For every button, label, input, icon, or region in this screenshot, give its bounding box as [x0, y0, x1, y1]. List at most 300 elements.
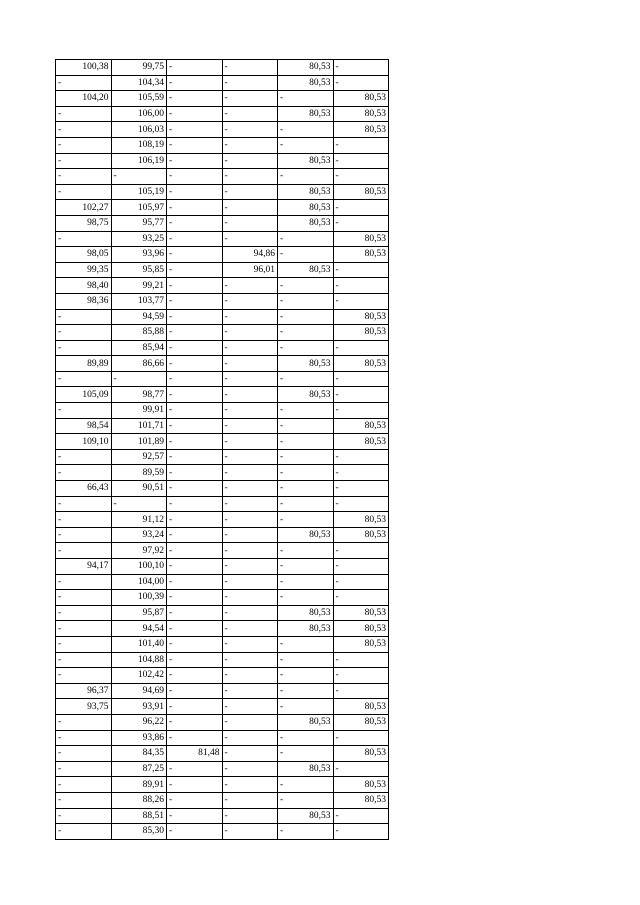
table-cell: 80,53 [278, 60, 334, 76]
table-cell: 100,10 [111, 559, 167, 575]
table-cell: - [167, 137, 223, 153]
table-row [56, 746, 389, 762]
table-row [56, 465, 389, 481]
table-row [56, 325, 389, 341]
table-row [56, 75, 389, 91]
table-cell: - [167, 106, 223, 122]
table-row [56, 278, 389, 294]
table-cell: - [222, 403, 278, 419]
table-cell: - [167, 605, 223, 621]
table-cell: - [167, 184, 223, 200]
table-cell: - [167, 278, 223, 294]
table-cell: 80,53 [333, 777, 389, 793]
table-cell: - [222, 356, 278, 372]
table-cell: - [278, 418, 334, 434]
table-cell: - [222, 792, 278, 808]
table-cell: - [56, 746, 112, 762]
table-cell: - [167, 574, 223, 590]
table-cell: - [222, 668, 278, 684]
table-cell: - [222, 293, 278, 309]
table-cell: 80,53 [278, 808, 334, 824]
table-cell: - [333, 808, 389, 824]
table-cell: - [222, 184, 278, 200]
table-cell: - [167, 824, 223, 840]
table-cell: 80,53 [333, 636, 389, 652]
table-cell: - [222, 137, 278, 153]
table-row [56, 449, 389, 465]
table-cell: 102,27 [56, 200, 112, 216]
table-cell: - [56, 340, 112, 356]
table-cell: - [333, 387, 389, 403]
table-cell: - [167, 403, 223, 419]
table-cell: - [167, 559, 223, 575]
table-cell: 105,97 [111, 200, 167, 216]
table-cell: - [222, 215, 278, 231]
table-cell: - [167, 418, 223, 434]
table-cell: - [222, 636, 278, 652]
table-cell: 85,88 [111, 325, 167, 341]
table-cell: 80,53 [333, 309, 389, 325]
table-cell: - [278, 730, 334, 746]
table-row [56, 714, 389, 730]
table-cell: - [278, 278, 334, 294]
table-cell: - [278, 449, 334, 465]
table-cell: - [56, 808, 112, 824]
table-cell: 80,53 [333, 325, 389, 341]
table-cell: - [167, 730, 223, 746]
table-row [56, 418, 389, 434]
table-row [56, 699, 389, 715]
table-cell: - [167, 527, 223, 543]
table-cell: - [278, 122, 334, 138]
table-row [56, 792, 389, 808]
table-cell: - [333, 60, 389, 76]
table-cell: - [56, 543, 112, 559]
table-cell: - [56, 605, 112, 621]
table-cell: 105,19 [111, 184, 167, 200]
table-cell: 80,53 [278, 153, 334, 169]
table-cell: 94,86 [222, 247, 278, 263]
table-cell: - [167, 309, 223, 325]
table-row [56, 683, 389, 699]
table-row [56, 60, 389, 76]
table-cell: - [56, 636, 112, 652]
table-cell: - [167, 714, 223, 730]
table-row [56, 231, 389, 247]
table-cell: 80,53 [278, 714, 334, 730]
table-row [56, 371, 389, 387]
table-cell: 93,75 [56, 699, 112, 715]
table-cell: - [222, 200, 278, 216]
table-cell: - [278, 652, 334, 668]
table-row [56, 824, 389, 840]
table-cell: - [333, 465, 389, 481]
table-cell: - [278, 481, 334, 497]
table-row [56, 652, 389, 668]
table-cell: - [333, 449, 389, 465]
table-cell: - [167, 60, 223, 76]
table-cell: - [333, 262, 389, 278]
table-cell: - [222, 465, 278, 481]
table-cell: 87,25 [111, 761, 167, 777]
table-cell: 95,87 [111, 605, 167, 621]
table-cell: - [167, 792, 223, 808]
table-cell: - [167, 356, 223, 372]
table-cell: - [278, 668, 334, 684]
table-cell: - [333, 371, 389, 387]
table-cell: - [56, 761, 112, 777]
table-cell: 80,53 [333, 122, 389, 138]
table-cell: 102,42 [111, 668, 167, 684]
table-cell: - [278, 543, 334, 559]
table-cell: - [167, 761, 223, 777]
table-cell: - [278, 746, 334, 762]
table-row [56, 481, 389, 497]
table-cell: - [278, 699, 334, 715]
table-cell: - [167, 683, 223, 699]
table-cell: 95,77 [111, 215, 167, 231]
table-cell: - [278, 512, 334, 528]
table-cell: - [56, 527, 112, 543]
table-cell: 88,26 [111, 792, 167, 808]
table-cell: 101,71 [111, 418, 167, 434]
table-cell: - [333, 278, 389, 294]
table-cell: 80,53 [333, 746, 389, 762]
table-cell: - [56, 590, 112, 606]
table-cell: - [222, 371, 278, 387]
table-cell: 94,69 [111, 683, 167, 699]
table-cell: 80,53 [278, 527, 334, 543]
table-cell: - [333, 668, 389, 684]
table-cell: - [167, 496, 223, 512]
table-cell: - [278, 325, 334, 341]
table-cell: 80,53 [278, 106, 334, 122]
table-cell: - [333, 340, 389, 356]
table-cell: 91,12 [111, 512, 167, 528]
table-cell: - [333, 481, 389, 497]
table-row [56, 574, 389, 590]
table-cell: - [333, 169, 389, 185]
table-cell: - [278, 559, 334, 575]
table-cell: 95,85 [111, 262, 167, 278]
table-cell: - [333, 543, 389, 559]
table-cell: - [333, 590, 389, 606]
table-cell: - [167, 777, 223, 793]
table-cell: - [222, 559, 278, 575]
table-cell: 90,51 [111, 481, 167, 497]
table-cell: - [222, 153, 278, 169]
table-cell: - [56, 231, 112, 247]
table-cell: - [56, 621, 112, 637]
table-cell: - [333, 403, 389, 419]
table-cell: - [222, 91, 278, 107]
table-cell: 80,53 [333, 792, 389, 808]
table-row [56, 262, 389, 278]
table-row [56, 605, 389, 621]
table-cell: - [222, 309, 278, 325]
table-cell: - [278, 434, 334, 450]
table-cell: - [333, 574, 389, 590]
table-cell: 101,89 [111, 434, 167, 450]
table-cell: - [56, 371, 112, 387]
table-cell: 99,91 [111, 403, 167, 419]
table-row [56, 668, 389, 684]
table-row [56, 434, 389, 450]
table-cell: 96,22 [111, 714, 167, 730]
table-cell: - [167, 590, 223, 606]
table-cell: - [56, 730, 112, 746]
table-cell: - [333, 683, 389, 699]
table-cell: - [111, 169, 167, 185]
table-cell: - [167, 371, 223, 387]
table-cell: - [56, 777, 112, 793]
table-row [56, 403, 389, 419]
table-cell: - [167, 434, 223, 450]
table-row [56, 777, 389, 793]
table-cell: - [333, 215, 389, 231]
table-row [56, 761, 389, 777]
table-cell: 108,19 [111, 137, 167, 153]
table-cell: - [167, 699, 223, 715]
table-cell: - [333, 559, 389, 575]
table-row [56, 153, 389, 169]
table-cell: - [56, 496, 112, 512]
table-cell: - [278, 496, 334, 512]
table-cell: - [56, 403, 112, 419]
table-cell: - [222, 434, 278, 450]
table-cell: 80,53 [333, 714, 389, 730]
table-cell: - [167, 91, 223, 107]
table-cell: - [167, 231, 223, 247]
table-cell: - [278, 792, 334, 808]
table-cell: 80,53 [278, 262, 334, 278]
table-cell: 104,20 [56, 91, 112, 107]
table-cell: - [222, 543, 278, 559]
table-cell: 85,94 [111, 340, 167, 356]
table-cell: 80,53 [333, 699, 389, 715]
table-row [56, 200, 389, 216]
table-cell: 80,53 [278, 387, 334, 403]
table-cell: - [222, 652, 278, 668]
table-cell: 80,53 [333, 605, 389, 621]
table-cell: - [278, 777, 334, 793]
table-cell: 89,59 [111, 465, 167, 481]
table-cell: - [278, 91, 334, 107]
table-cell: - [222, 683, 278, 699]
table-cell: - [333, 761, 389, 777]
table-cell: 80,53 [333, 621, 389, 637]
table-cell: - [278, 231, 334, 247]
table-row [56, 730, 389, 746]
table-row [56, 356, 389, 372]
table-cell: - [222, 60, 278, 76]
table-cell: - [278, 574, 334, 590]
table-cell: - [56, 652, 112, 668]
table-cell: 66,43 [56, 481, 112, 497]
table-row [56, 215, 389, 231]
table-cell: - [222, 761, 278, 777]
table-cell: 106,19 [111, 153, 167, 169]
table-cell: - [111, 371, 167, 387]
table-cell: 88,51 [111, 808, 167, 824]
table-cell: - [222, 278, 278, 294]
table-cell: 101,40 [111, 636, 167, 652]
table-cell: - [56, 106, 112, 122]
table-cell: - [56, 325, 112, 341]
table-cell: - [222, 325, 278, 341]
table-cell: - [167, 465, 223, 481]
table-cell: 105,09 [56, 387, 112, 403]
table-cell: 80,53 [278, 761, 334, 777]
table-cell: 93,86 [111, 730, 167, 746]
table-cell: - [167, 293, 223, 309]
table-cell: 80,53 [333, 91, 389, 107]
table-cell: - [222, 75, 278, 91]
table-row [56, 293, 389, 309]
table-cell: - [222, 418, 278, 434]
table-cell: - [222, 512, 278, 528]
table-cell: - [56, 75, 112, 91]
table-cell: - [222, 621, 278, 637]
table-cell: - [333, 75, 389, 91]
table-row [56, 512, 389, 528]
table-cell: - [222, 106, 278, 122]
table-cell: - [222, 730, 278, 746]
table-cell: - [167, 325, 223, 341]
table-row [56, 247, 389, 263]
table-cell: - [167, 652, 223, 668]
table-cell: - [222, 574, 278, 590]
table-cell: 80,53 [333, 418, 389, 434]
table-cell: - [278, 309, 334, 325]
table-cell: - [278, 403, 334, 419]
table-cell: - [333, 200, 389, 216]
table-cell: - [56, 137, 112, 153]
table-row [56, 387, 389, 403]
table-cell: - [167, 387, 223, 403]
table-row [56, 106, 389, 122]
table-row [56, 137, 389, 153]
table-cell: - [167, 481, 223, 497]
table-cell: 80,53 [333, 231, 389, 247]
table-cell: - [167, 262, 223, 278]
table-cell: - [56, 169, 112, 185]
table-cell: 86,66 [111, 356, 167, 372]
table-cell: 80,53 [333, 434, 389, 450]
table-cell: 80,53 [333, 184, 389, 200]
table-cell: 80,53 [278, 215, 334, 231]
table-row [56, 91, 389, 107]
table-cell: - [111, 496, 167, 512]
table-cell: - [222, 808, 278, 824]
table-cell: - [333, 153, 389, 169]
table-cell: 100,39 [111, 590, 167, 606]
table-cell: - [278, 465, 334, 481]
table-cell: - [222, 169, 278, 185]
table-cell: 93,25 [111, 231, 167, 247]
table-cell: 80,53 [278, 621, 334, 637]
table-row [56, 590, 389, 606]
table-cell: - [333, 137, 389, 153]
table-cell: 96,37 [56, 683, 112, 699]
table-cell: - [278, 137, 334, 153]
table-row [56, 621, 389, 637]
table-cell: - [278, 293, 334, 309]
table-cell: 100,38 [56, 60, 112, 76]
table-row [56, 340, 389, 356]
table-cell: - [278, 636, 334, 652]
table-cell: 80,53 [278, 184, 334, 200]
table-cell: - [167, 169, 223, 185]
table-cell: - [333, 730, 389, 746]
table-cell: - [278, 683, 334, 699]
table-cell: 106,03 [111, 122, 167, 138]
table-cell: - [278, 340, 334, 356]
table-cell: 96,01 [222, 262, 278, 278]
table-cell: 80,53 [278, 605, 334, 621]
table-cell: 80,53 [278, 356, 334, 372]
table-cell: 98,40 [56, 278, 112, 294]
table-cell: 99,35 [56, 262, 112, 278]
table-row [56, 543, 389, 559]
table-cell: 93,24 [111, 527, 167, 543]
table-cell: - [56, 122, 112, 138]
table-cell: - [222, 746, 278, 762]
table-cell: - [167, 512, 223, 528]
table-cell: 80,53 [333, 106, 389, 122]
table-cell: - [333, 652, 389, 668]
table-cell: 98,54 [56, 418, 112, 434]
table-cell: - [167, 122, 223, 138]
table-cell: 93,96 [111, 247, 167, 263]
table-cell: 104,34 [111, 75, 167, 91]
data-table [55, 59, 389, 840]
table-cell: 104,00 [111, 574, 167, 590]
table-cell: - [167, 247, 223, 263]
table-cell: - [222, 590, 278, 606]
table-cell: - [222, 605, 278, 621]
table-cell: - [56, 824, 112, 840]
table-cell: 105,59 [111, 91, 167, 107]
table-row [56, 309, 389, 325]
table-cell: - [167, 808, 223, 824]
table-cell: 94,59 [111, 309, 167, 325]
table-cell: - [167, 75, 223, 91]
table-cell: 104,88 [111, 652, 167, 668]
table-cell: - [167, 200, 223, 216]
table-row [56, 808, 389, 824]
table-cell: 84,35 [111, 746, 167, 762]
table-cell: 80,53 [333, 527, 389, 543]
table-cell: 98,05 [56, 247, 112, 263]
table-cell: - [222, 714, 278, 730]
table-body [56, 60, 389, 840]
table-cell: - [333, 293, 389, 309]
table-cell: 89,89 [56, 356, 112, 372]
table-cell: - [278, 590, 334, 606]
table-cell: - [167, 621, 223, 637]
table-cell: - [222, 527, 278, 543]
table-cell: - [333, 496, 389, 512]
table-cell: 99,21 [111, 278, 167, 294]
table-cell: - [222, 777, 278, 793]
table-cell: - [167, 153, 223, 169]
table-cell: 80,53 [333, 512, 389, 528]
table-row [56, 527, 389, 543]
table-cell: 98,77 [111, 387, 167, 403]
table-cell: 80,53 [278, 200, 334, 216]
table-cell: 94,17 [56, 559, 112, 575]
